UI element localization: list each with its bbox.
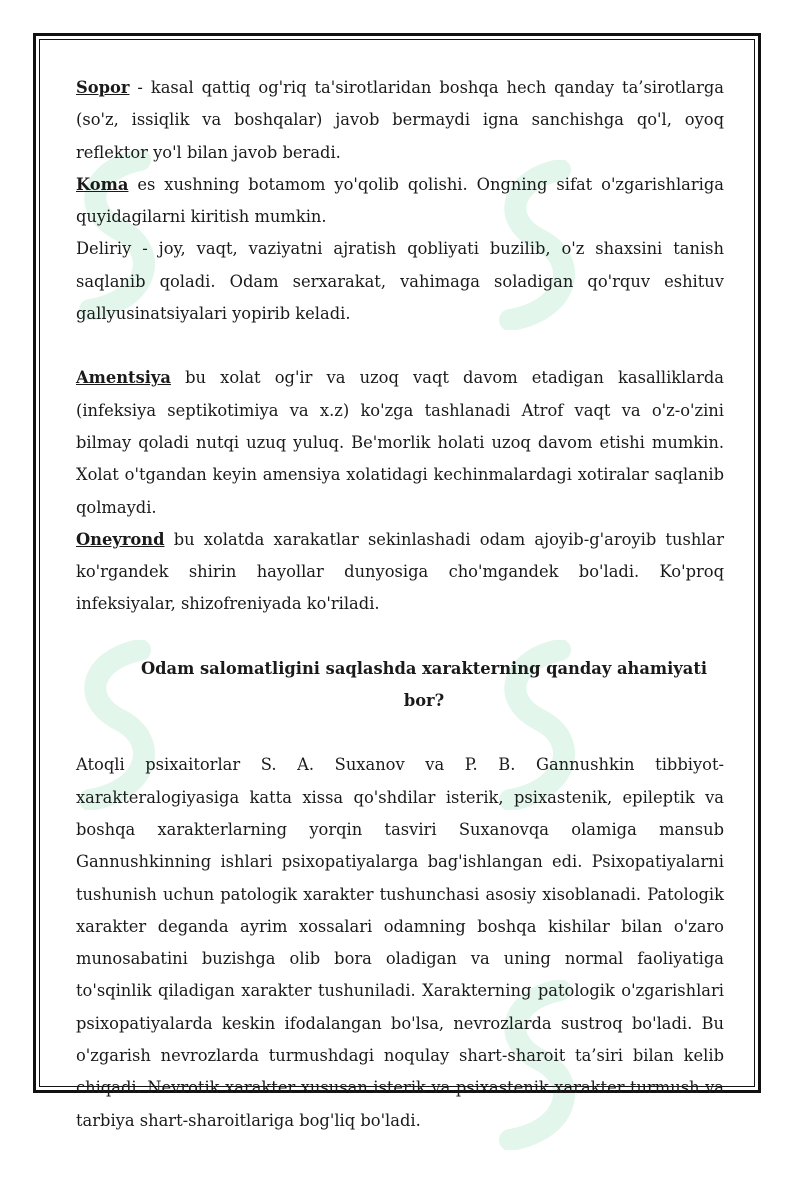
paragraph-spacer <box>76 330 724 362</box>
document-body <box>76 72 724 1137</box>
paragraph-oneyrond <box>76 524 724 621</box>
term-amentsiya: Amentsiya <box>76 368 171 388</box>
term-oneyrond: Oneyrond <box>76 529 165 549</box>
term-sopor: Sopor <box>76 78 130 97</box>
definition-oneyrond: bu xolatda xarakatlar sekinlashadi odam ajoyib-g'aroyib tushlar ko'rgandek shirin hayollar dunyosiga cho'mgandek bo'ladi. Ko'proq infeksiyalar, shizofreniyada ko'riladi. <box>76 529 724 614</box>
paragraph-amentsiya <box>76 362 724 523</box>
paragraph-koma <box>76 169 724 234</box>
paragraph-sopor <box>76 72 724 169</box>
section-heading: Odam salomatligini saqlashda xarakterning qanday ahamiyati bor? <box>140 658 708 711</box>
paragraph-spacer <box>76 717 724 749</box>
paragraph-deliriy: Deliriy - joy, vaqt, vaziyatni ajratish qobliyati buzilib, o'z shaxsini tanish saqlanib qoladi. Odam serxarakat, vahimaga soladigan qo'rquv eshituv gallyusinatsiyalari yopirib keladi. <box>76 239 724 324</box>
term-koma: Koma <box>76 174 129 194</box>
definition-amentsiya: bu xolat og'ir va uzoq vaqt davom etadigan kasalliklarda (infeksiya septikotimiya va x.z) ko'zga tashlanadi Atrof vaqt va o'z-o'zini bilmay qoladi nutqi uzuq yuluq. Be'morlik holati uzoq davom etishi mumkin. Xolat o'tgandan keyin amensiya xolatidagi kechinmalardagi xotiralar saqlanib qolmaydi. <box>76 368 724 517</box>
paragraph-body: Atoqli psixaitorlar S. A. Suxanov va P. B. Gannushkin tibbiyot- xarakteralogiyasiga katta xissa qo'shdilar isterik, psixastenik, epileptik va boshqa xarakterlarning yorqin tasviri Suxanovqa olamiga mansub Gannushkinning ishlari psixopatiyalarga bag'ishlangan edi. Psixopatiyalarni tushunish uchun patologik xarakter tushunchasi asosiy xisoblanadi. Patologik xarakter deganda ayrim xossalari odamning boshqa kishilar bilan o'zaro munosabatini buzishga olib bora oladigan va uning normal faoliyatiga to'sqinlik qiladigan xarakter tushuniladi. Xarakterning patologik o'zgarishlari psixopatiyalarda keskin ifodalangan bo'lsa, nevrozlarda sustroq bo'ladi. Bu o'zgarish nevrozlarda turmushdagi noqulay shart-sharoit ta’siri bilan kelib chiqadi. Nevrotik xarakter xususan isterik va psixastenik xarakter turmush va tarbiya shart-sharoitlariga bog'liq bo'ladi. <box>76 755 724 1130</box>
definition-sopor: - kasal qattiq og'riq ta'sirotlaridan boshqa hech qanday ta’sirotlarga (so'z, issiqlik va boshqalar) javob bermaydi igna sanchishga qo'l, oyoq reflektor yo'l bilan javob beradi. <box>76 78 724 162</box>
paragraph-spacer <box>76 621 724 653</box>
definition-koma: es xushning botamom yo'qolib qolishi. Ongning sifat o'zgarishlariga quyidagilarni kiritish mumkin. <box>76 174 724 227</box>
